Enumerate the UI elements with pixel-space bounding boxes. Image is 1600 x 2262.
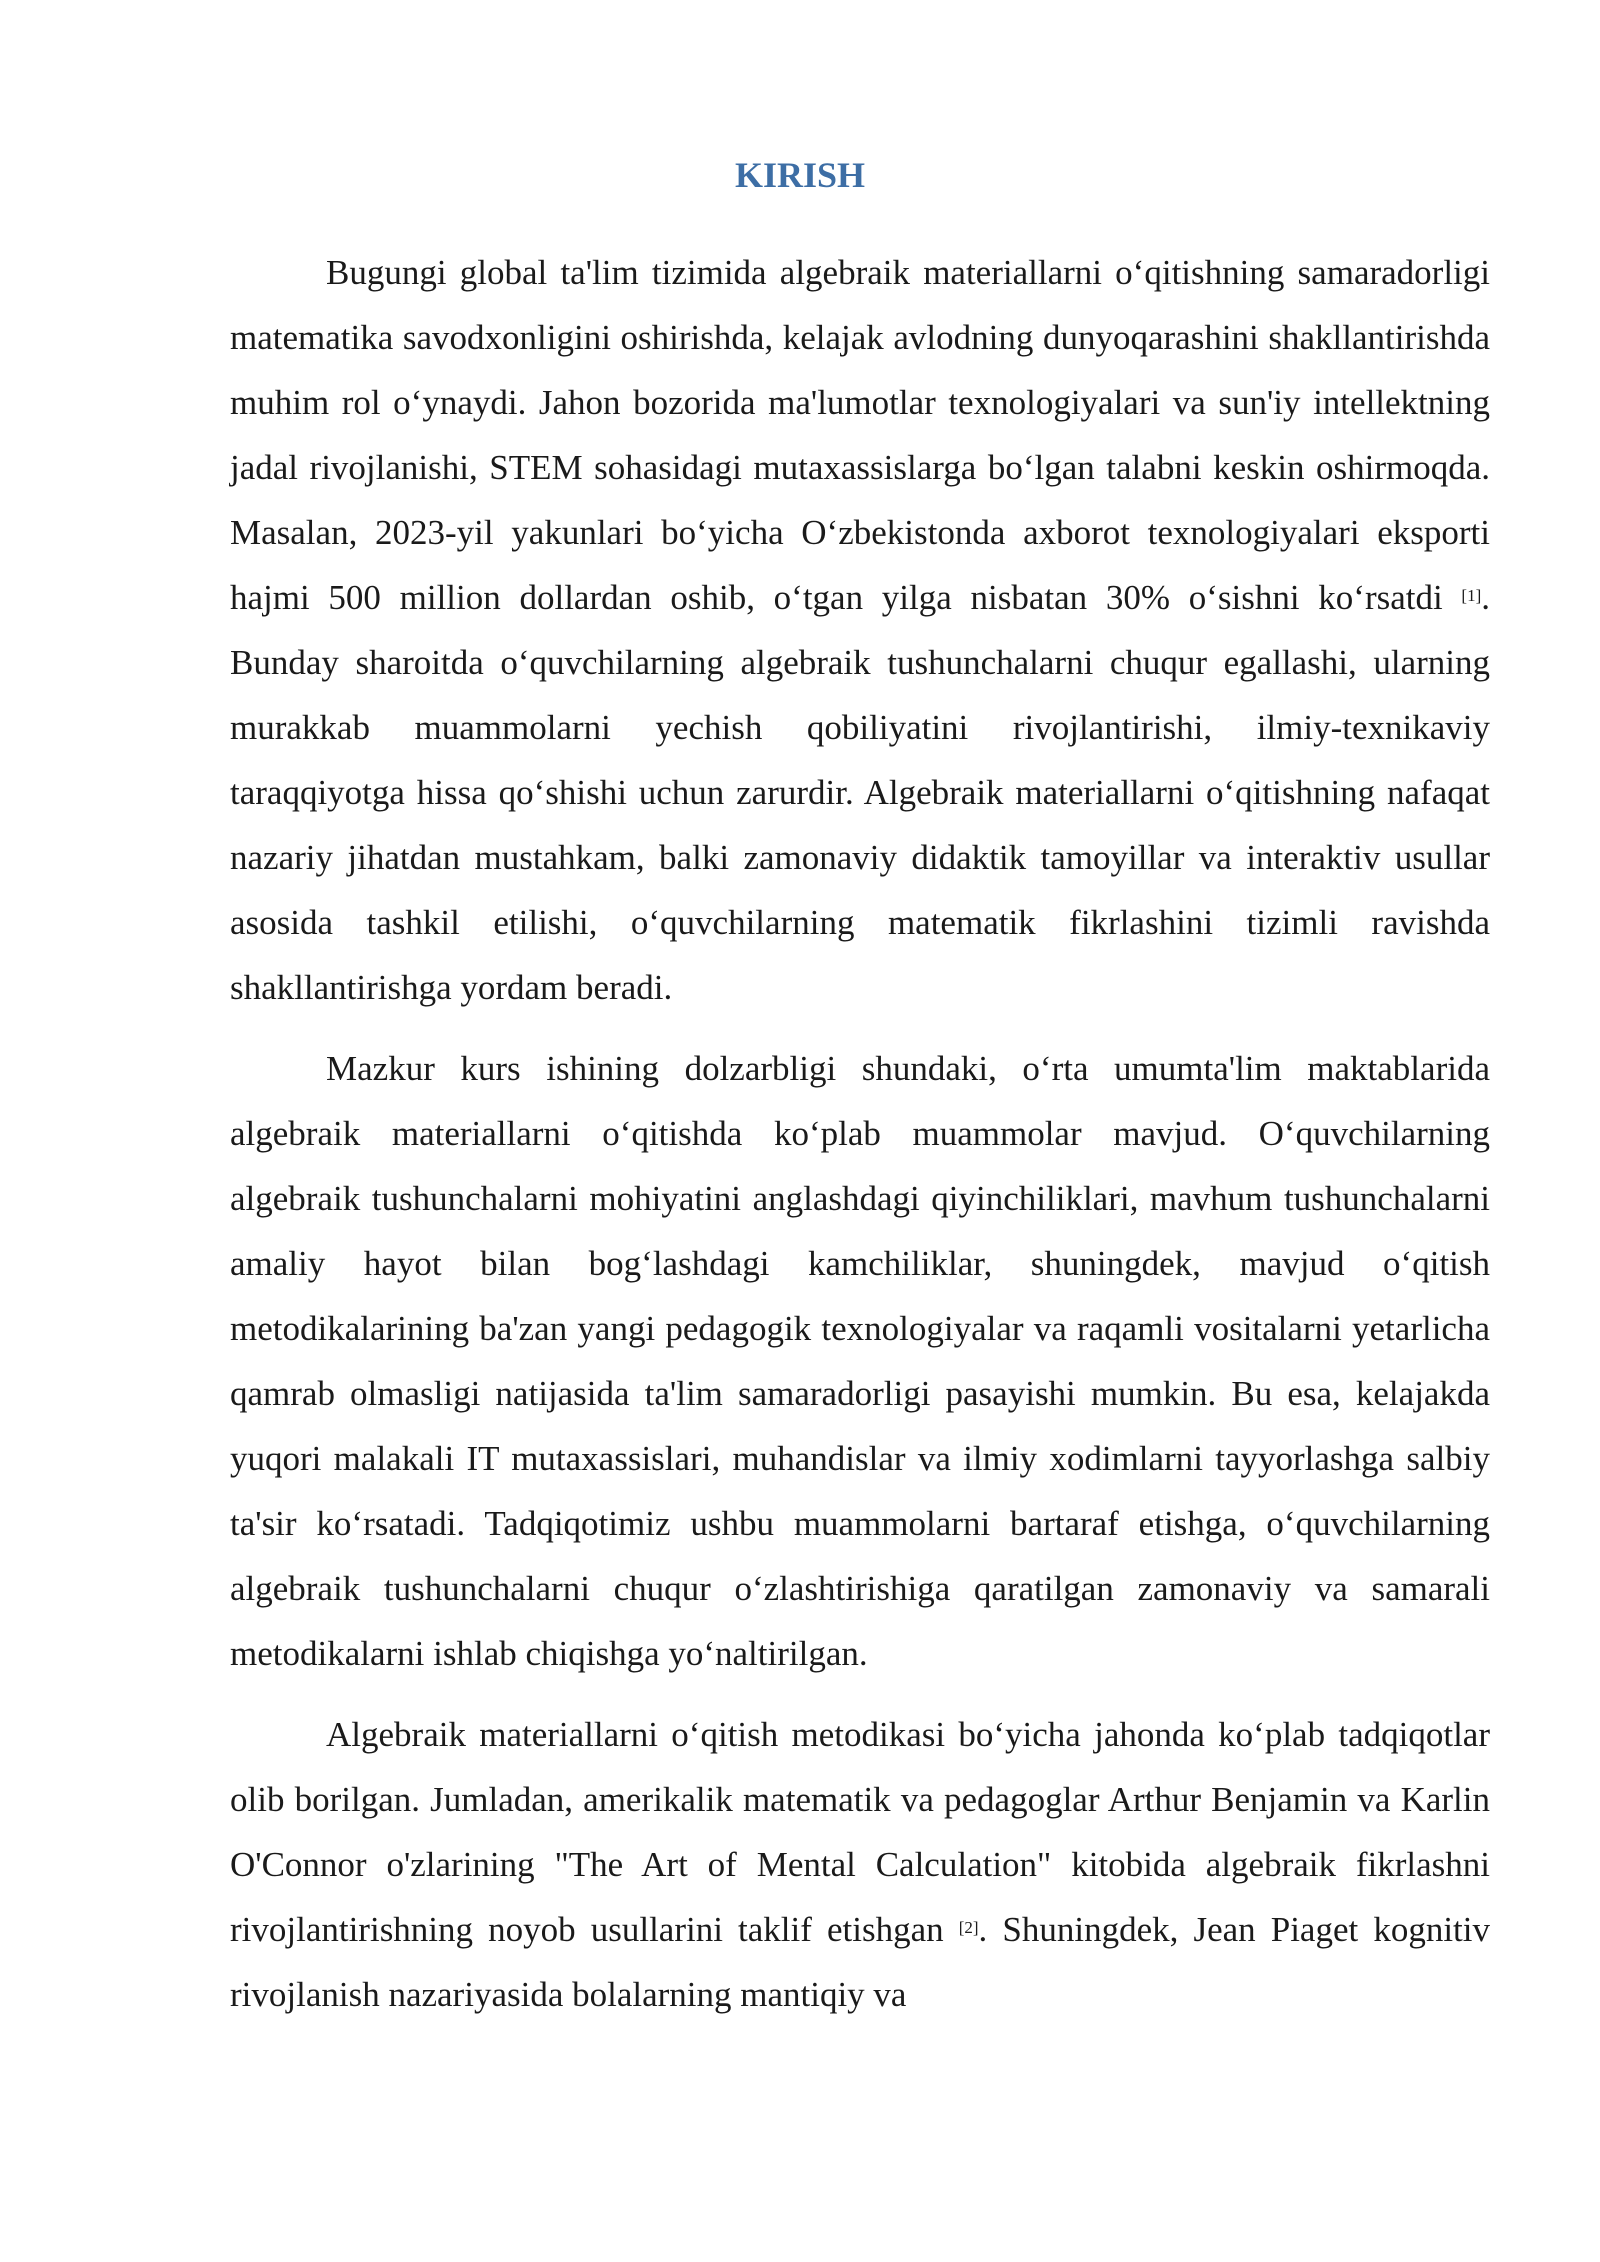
footnote-ref-2[interactable]: [2] xyxy=(958,1918,979,1937)
paragraph-1-text-b: . Bunday sharoitda o‘quvchilarning algebraik tushunchalarni chuqur egallashi, ularning murakkab muammolarni yechish qobiliyatini rivojlantirishi, ilmiy-texnikaviy taraqqiyotga hissa qo‘shishi uchun zarurdir. Algebraik materiallarni o‘qitishning nafaqat nazariy jihatdan mustahkam, balki zamonaviy didaktik tamoyillar va interaktiv usullar asosida tashkil etilishi, o‘quvchilarning matematik fikrlashini tizimli ravishda shakllantirishga yordam beradi. xyxy=(230,578,1490,1007)
paragraph-3 xyxy=(230,1702,1490,2027)
body-text xyxy=(230,240,1490,2043)
paragraph-1 xyxy=(230,240,1490,1020)
paragraph-2: Mazkur kurs ishining dolzarbligi shundaki, o‘rta umumta'lim maktablarida algebraik materiallarni o‘qitishda ko‘plab muammolar mavjud. O‘quvchilarning algebraik tushunchalarni mohiyatini anglashdagi qiyinchiliklari, mavhum tushunchalarni amaliy hayot bilan bog‘lashdagi kamchiliklar, shuningdek, mavjud o‘qitish metodikalarining ba'zan yangi pedagogik texnologiyalar va raqamli vositalarni yetarlicha qamrab olmasligi natijasida ta'lim samaradorligi pasayishi mumkin. Bu esa, kelajakda yuqori malakali IT mutaxassislari, muhandislar va ilmiy xodimlarni tayyorlashga salbiy ta'sir ko‘rsatadi. Tadqiqotimiz ushbu muammolarni bartaraf etishga, o‘quvchilarning algebraik tushunchalarni chuqur o‘zlashtirishiga qaratilgan zamonaviy va samarali metodikalarni ishlab chiqishga yo‘naltirilgan. xyxy=(230,1049,1490,1673)
paragraph-3-text-a: Algebraik materiallarni o‘qitish metodikasi bo‘yicha jahonda ko‘plab tadqiqotlar olib borilgan. Jumladan, amerikalik matematik va pedagoglar Arthur Benjamin va Karlin O'Connor o'zlarining "The Art of Mental Calculation" kitobida algebraik fikrlashni rivojlantirishning noyob usullarini taklif etishgan xyxy=(230,1715,1490,1949)
footnote-ref-1[interactable]: [1] xyxy=(1461,586,1482,605)
paragraph-3-text-b: . Shuningdek, Jean Piaget kognitiv rivojlanish nazariyasida bolalarning mantiqiy va xyxy=(230,1910,1490,2014)
section-heading: KIRISH xyxy=(734,155,866,195)
paragraph-1-text-a: Bugungi global ta'lim tizimida algebraik materiallarni o‘qitishning samaradorligi matematika savodxonligini oshirishda, kelajak avlodning dunyoqarashini shakllantirishda muhim rol o‘ynaydi. Jahon bozorida ma'lumotlar texnologiyalari va sun'iy intellektning jadal rivojlanishi, STEM sohasidagi mutaxassislarga bo‘lgan talabni keskin oshirmoqda. Masalan, 2023-yil yakunlari bo‘yicha O‘zbekistonda axborot texnologiyalari eksporti hajmi 500 million dollardan oshib, o‘tgan yilga nisbatan 30% o‘sishni ko‘rsatdi xyxy=(230,253,1490,617)
